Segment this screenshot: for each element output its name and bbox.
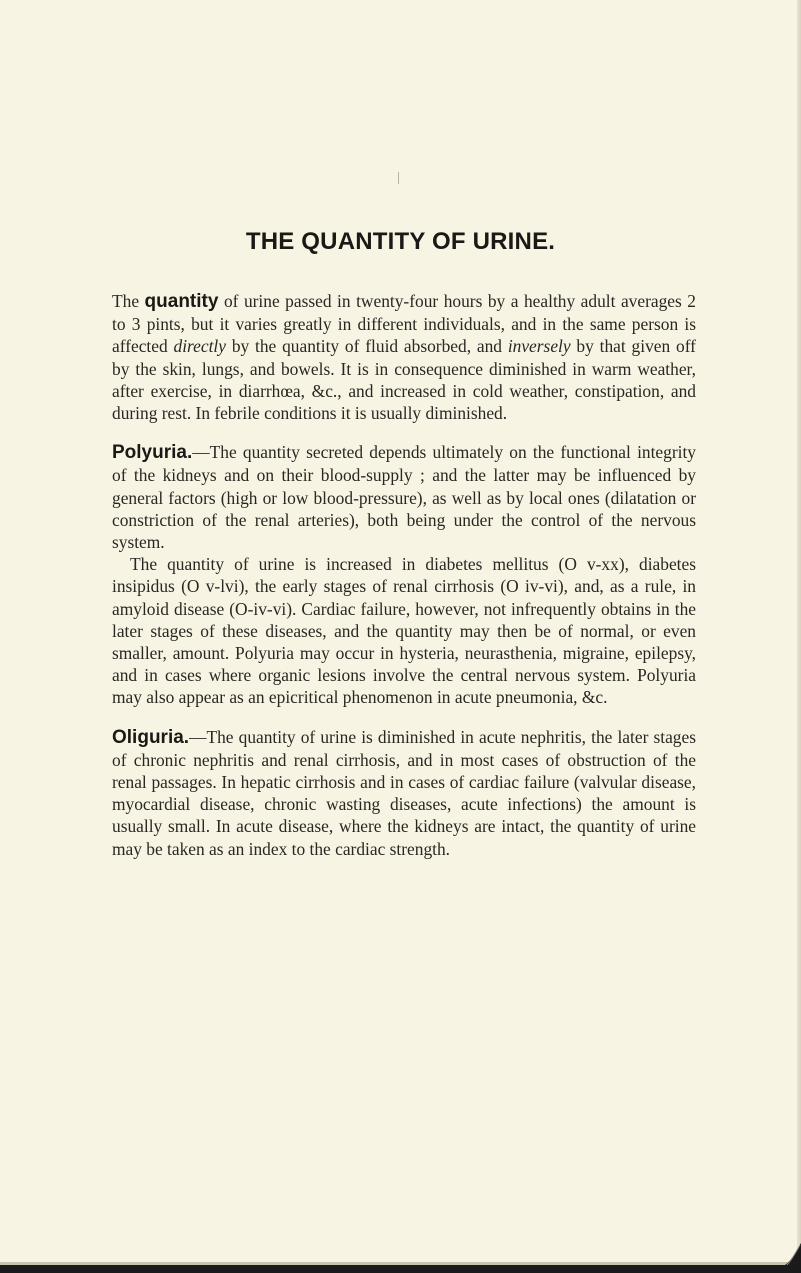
intro-part2: by the quantity of fluid absorbed, and [225,336,508,357]
page-corner-curl [783,1243,801,1265]
intro-emphasis-inversely: inversely [507,336,571,357]
intro-part3: by that given off by the skin, lungs, and bowels. It is in consequence diminished in warm weather, after exercise, in diarrhœa, &c., and increased in cold weather, constipation, and during rest. In febrile conditions it is usually diminished. [112,336,696,424]
oliguria-heading: Oliguria. [112,726,190,748]
polyuria-heading: Polyuria. [112,442,193,464]
page-mark [398,172,399,184]
oliguria-text: —The quantity of urine is diminished in acute nephritis, the later stages of chronic nephritis and renal cirrhosis, and in most cases of obstruction of the renal passages. In hepatic cirrhosis and in cases of cardiac failure (valvular disease, myocardial disease, chronic wasting diseases, acute infections) the amount is usually small. In acute disease, where the kidneys are intact, the quantity of urine may be taken as an index to the cardiac strength. [112,726,696,859]
intro-term: quantity [144,291,219,312]
polyuria-paragraph-2: The quantity of urine is increased in diabetes mellitus (O v-xx), diabetes insipidus (O v-lvi), the early stages of renal cirrhosis (O iv-vi), and, as a rule, in amyloid disease (O-iv-vi). Cardiac failure, however, not infrequently obtains in the later stages of these diseases, and the quantity may then be of normal, or even smaller, amount. Polyuria may occur in hysteria, neurasthenia, migraine, epilepsy, and in cases where organic lesions involve the central nervous system. Polyuria may also appear as an epicritical phenomenon in acute pneumonia, &c. [112,554,696,708]
intro-emphasis-directly: directly [173,336,226,357]
polyuria-text: —The quantity secreted depends ultimately on the functional integrity of the kidneys and on their blood-supply ; and the latter may be influenced by general factors (high or low blood-pressure), as well as by local ones (dilatation or constriction of the renal arteries), both being under the control of the nervous system. [112,442,696,553]
page-bottom-edge [0,1265,801,1273]
intro-part1: of urine passed in twenty-four hours by a healthy adult averages 2 to 3 pints, but it varies greatly in different individuals, and in the same person is affected [112,291,696,357]
polyuria-paragraph [112,441,696,553]
page-right-edge [797,0,801,1273]
page-title: THE QUANTITY OF URINE. [245,228,556,255]
body-text [112,290,696,860]
intro-lead: The [112,291,145,311]
intro-paragraph [112,290,696,424]
oliguria-paragraph [112,726,696,860]
